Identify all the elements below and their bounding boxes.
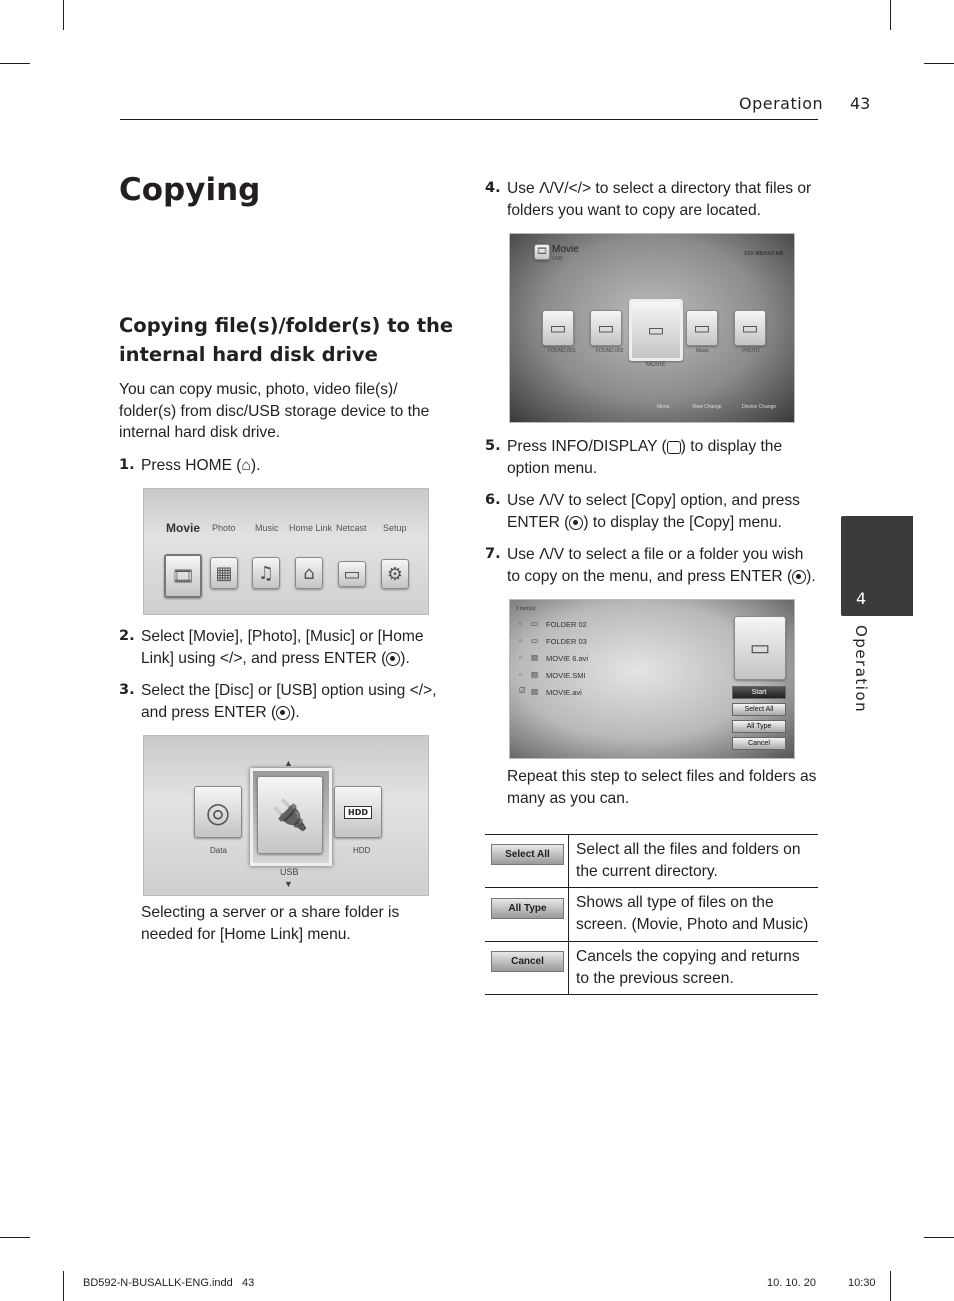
step-text-end: ). [400,649,410,667]
setup-gear-icon: ⚙ [381,559,409,589]
folder-label: FOUND.002 [596,348,624,354]
folder-label: FOUND.001 [548,348,576,354]
home-link-icon: ⌂ [295,557,323,589]
cancel-button: Cancel [491,951,564,972]
home-menu-screenshot [143,488,429,615]
step-number: 3. [119,682,135,698]
folder-label: PHOTO [742,348,760,354]
file-name: FOLDER 03 [546,637,587,646]
enter-button-icon [386,652,400,666]
hdd-badge: HDD [344,806,372,819]
checked-checkbox-icon: ☑ [519,686,526,695]
step-number: 2. [119,628,135,644]
home-icon: ⌂ [241,457,251,474]
select-all-button: Select All [491,844,564,865]
step-number: 5. [485,438,501,454]
music-note-icon: ♫ [252,557,280,589]
step-text-end: ). [250,457,261,474]
step-text-end: ) to display the [Copy] menu. [583,513,782,531]
intro-paragraph: You can copy music, photo, video file(s)/ folder(s) from disc/USB storage device to the internal hard disk drive. [119,381,430,441]
step-text: Use Λ/V to select a file or a folder you wish to copy on the menu, and press ENTER ( [507,546,804,585]
file-name: FOLDER 02 [546,620,587,629]
device-select-screenshot [143,735,429,896]
homelink-note: Selecting a server or a share folder is needed for [Home Link] menu. [141,904,400,943]
file-icon: ▤ [531,670,539,679]
table-description: Shows all type of files on the screen. (Movie, Photo and Music) [576,894,809,933]
info-display-icon [667,441,681,454]
folder-icon: ▭ [542,310,574,346]
checkbox: ▫ [519,619,522,628]
chapter-label: Operation [852,625,870,714]
step-number: 1. [119,457,135,473]
crop-mark [924,1237,954,1238]
menu-tab: Movie [166,521,201,535]
step-text: Select [Movie], [Photo], [Music] or [Home Link] using </>, and press ENTER ( [141,628,424,667]
device-label: Data [210,846,227,855]
menu-tab: Photo [212,523,236,533]
crop-mark [890,1271,891,1301]
crop-mark [63,0,64,30]
footer-hint: View Change [692,404,722,410]
folder-icon: ▭ [629,299,683,361]
folder-icon: ▭ [686,310,718,346]
photo-icon: ▦ [210,557,238,589]
storage-indicator: XXX MB/XXX MB [744,251,784,257]
step-text: Use Λ/V to select [Copy] option, and press ENTER ( [507,492,800,531]
step-text: Use Λ/V/</> to select a directory that files or folders you want to copy are located. [507,180,812,219]
checkbox: ▫ [519,636,522,645]
footer-file: BD592-N-BUSALLK-ENG.indd 43 [83,1277,255,1289]
table-rule [485,941,818,942]
select-all-button: Select All [732,703,786,716]
table-divider [568,834,569,994]
file-name: MOVIE.avi [546,688,582,697]
folder-icon: ▭ [590,310,622,346]
all-type-button: All Type [732,720,786,733]
device-label: USB [280,867,299,877]
chevron-down-icon: ▼ [284,879,293,889]
file-icon: ▤ [531,687,539,696]
footer-time: 10:30 [848,1277,876,1289]
checkbox: ▫ [519,670,522,679]
hdd-icon [334,786,382,838]
folder-icon: ▭ [531,619,539,628]
crop-mark [0,1237,30,1238]
table-description: Select all the files and folders on the current directory. [576,841,801,880]
table-rule [485,887,818,888]
movie-browser-screenshot [509,233,795,423]
step-number: 6. [485,492,501,508]
start-button: Start [732,686,786,699]
checkbox: ▫ [519,653,522,662]
usb-icon: 🔌 [257,776,323,854]
file-name: MOVIE.SMI [546,671,586,680]
netcast-icon: ▭ [338,561,366,587]
copy-menu-screenshot [509,599,795,759]
all-type-button: All Type [491,898,564,919]
folder-preview-icon: ▭ [734,616,786,680]
crop-mark [890,0,891,30]
crop-mark [924,63,954,64]
file-name: MOVIE 6.avi [546,654,589,663]
header-rule [120,119,818,120]
browser-title: Movie [552,244,579,255]
step-text: Press INFO/DISPLAY ( [507,438,667,455]
item-count: 1 item(s) [516,606,536,612]
footer-date: 10. 10. 20 [767,1277,816,1289]
footer-hint: Menu [657,404,670,410]
chapter-number: 4 [856,589,867,608]
menu-tab: Setup [383,523,407,533]
section-subtitle: Copying file(s)/folder(s) to the internal hard disk drive [119,314,454,366]
folder-icon: ▭ [531,636,539,645]
table-rule [485,834,818,835]
step-text: Select the [Disc] or [USB] option using </>, and press ENTER ( [141,682,437,721]
device-label: HDD [353,846,371,855]
folder-label: Music [696,348,710,354]
step-text-end: ). [290,703,300,721]
chapter-tab [841,516,913,616]
menu-tab: Music [255,523,279,533]
disc-icon: ◎ [194,786,242,838]
menu-tab: Netcast [336,523,367,533]
page-title: Copying [119,172,261,208]
enter-button-icon [276,706,290,720]
step-number: 7. [485,546,501,562]
running-header-section: Operation [739,94,824,113]
folder-icon: ▭ [734,310,766,346]
crop-mark [63,1271,64,1301]
movie-reel-icon: 🎞 [164,554,202,598]
step-text: Press HOME ( [141,457,242,474]
table-description: Cancels the copying and returns to the previous screen. [576,948,800,987]
file-icon: ▤ [531,653,539,662]
chevron-up-icon: ▲ [284,758,293,768]
menu-tab: Home Link [289,523,333,533]
folder-label: MOVIE [646,362,666,368]
cancel-button: Cancel [732,737,786,750]
footer-hint: Device Change [742,404,777,410]
page-number: 43 [850,94,871,113]
enter-button-icon [569,516,583,530]
browser-subtitle: USB [552,256,563,262]
movie-icon: 🎞 [534,244,550,260]
step-text-end: ) to display the option menu. [507,438,783,477]
crop-mark [0,63,30,64]
enter-button-icon [792,570,806,584]
step-number: 4. [485,180,501,196]
step-text-end: ). [806,567,816,585]
repeat-note: Repeat this step to select files and folders as many as you can. [507,768,817,807]
table-rule [485,994,818,995]
